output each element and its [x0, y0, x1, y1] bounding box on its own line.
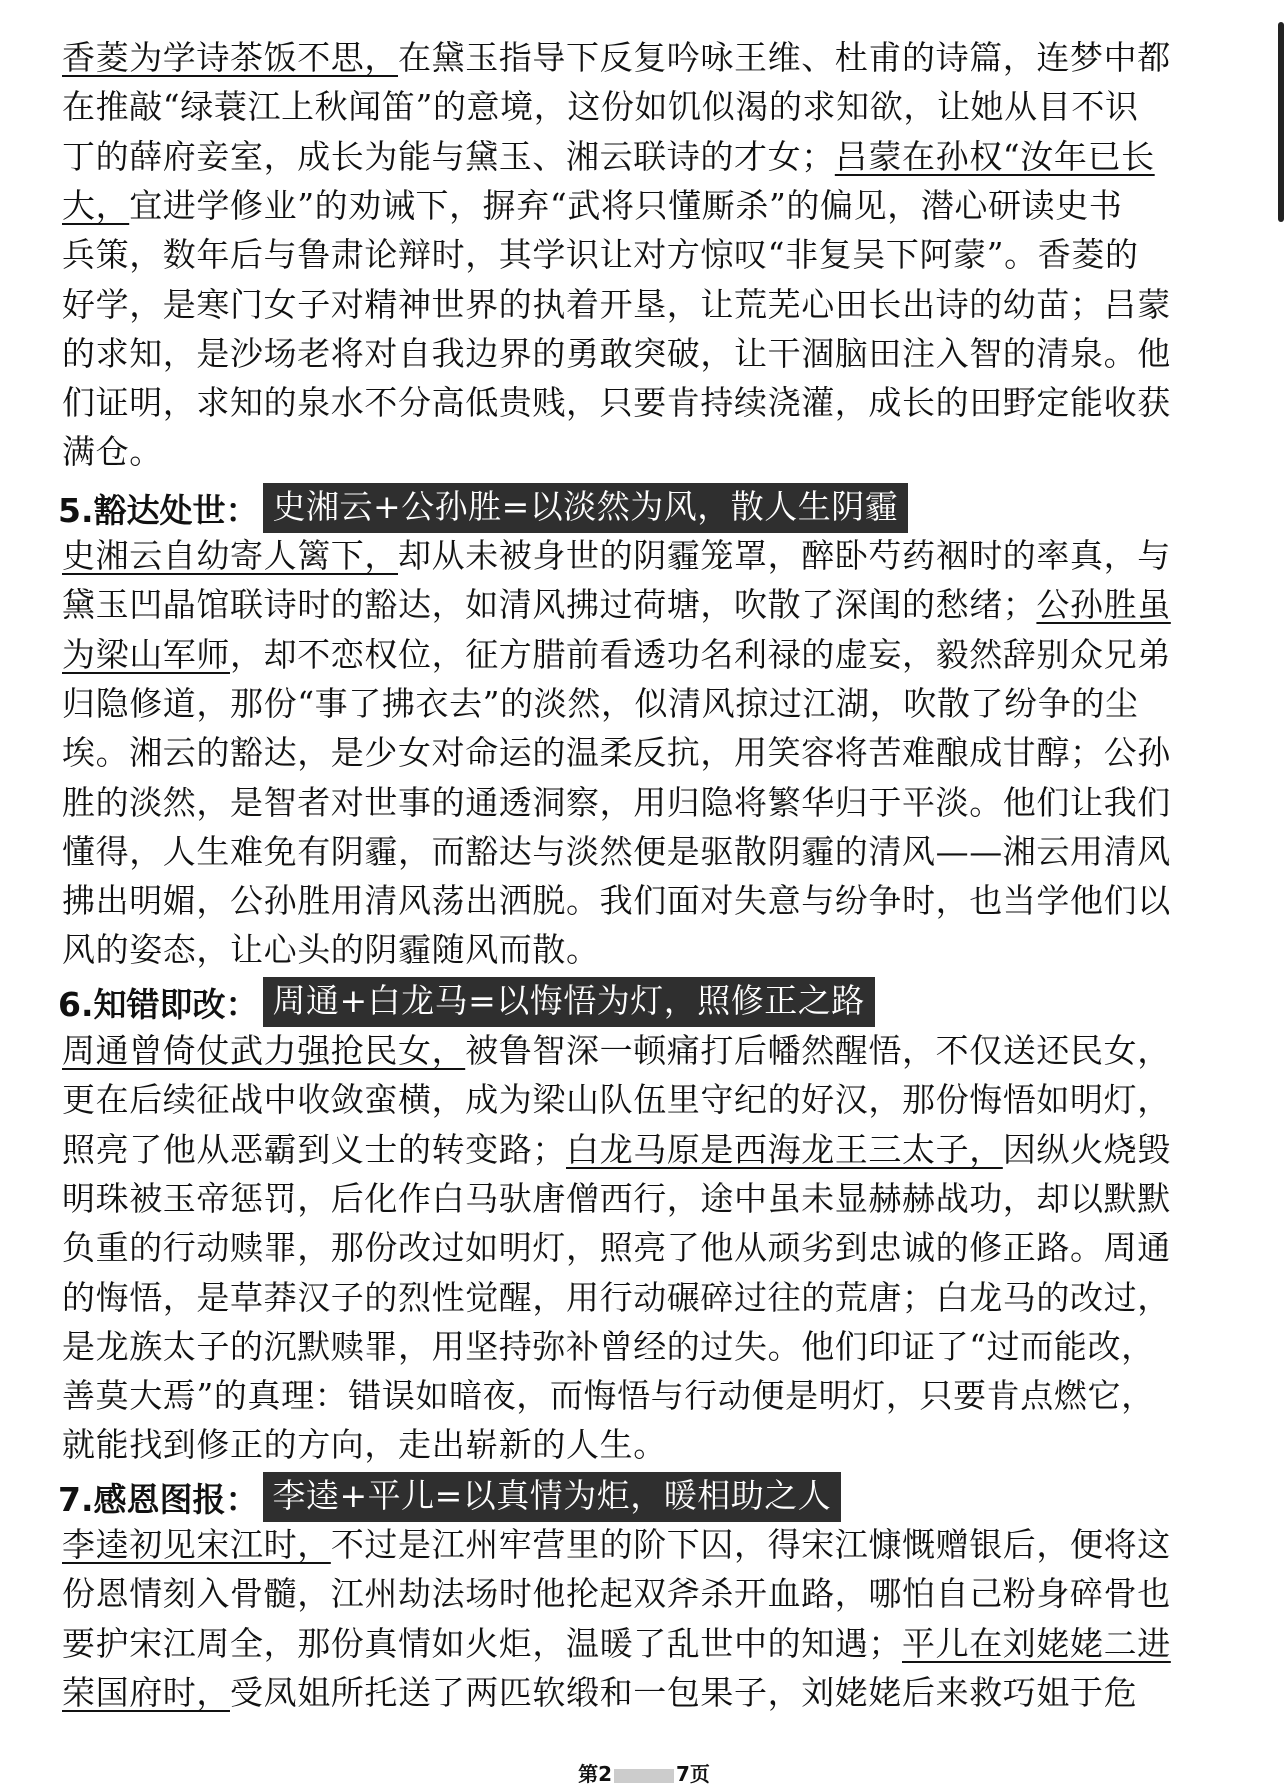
text-line — [62, 378, 1230, 428]
underlined-text: 大， — [62, 185, 130, 225]
text-run: 善莫大焉”的真理：错误如暗夜，而悔悟与行动便是明灯，只要肯点燃它， — [62, 1376, 1155, 1416]
text-line — [62, 728, 1230, 778]
text-line — [62, 580, 1230, 630]
text-line — [62, 230, 1230, 280]
underlined-text: 白龙马原是西海龙王三太子， — [566, 1129, 1003, 1169]
text-run: ，却不恋权位，征方腊前看透功名利禄的虚妄，毅然辞别众兄弟 — [230, 634, 1171, 674]
text-line — [62, 82, 1230, 132]
text-line — [62, 1075, 1230, 1125]
text-run: 不过是江州牢营里的阶下囚，得宋江慷慨赠银后，便将这 — [330, 1525, 1171, 1564]
text-line — [62, 1174, 1230, 1224]
section-number: 5.豁达处世： — [58, 490, 259, 530]
section-title-bar: 周通+白龙马=以悔悟为灯，照修正之路 — [263, 977, 875, 1027]
page-number — [0, 1758, 1288, 1787]
text-line — [62, 280, 1230, 330]
text-run: 在黛玉指导下反复吟咏王维、杜甫的诗篇，连梦中都 — [398, 38, 1171, 77]
underlined-text: 为梁山军师 — [62, 634, 230, 674]
text-run: 宜进学修业”的劝诫下，摒弃“武将只懂厮杀”的偏见，潜心研读史书 — [129, 185, 1123, 225]
text-line — [62, 876, 1230, 926]
underlined-text: 香菱为学诗茶饭不思， — [62, 38, 398, 77]
section-heading-6 — [58, 977, 875, 1027]
text-line — [62, 181, 1230, 231]
page-number-left: 第2 — [578, 1762, 612, 1786]
text-run: 照亮了他从恶霸到义士的转变路； — [62, 1129, 566, 1169]
section-heading-5 — [58, 483, 908, 533]
text-run: 负重的行动赎罪，那份改过如明灯，照亮了他从顽劣到忠诚的修正路。周通 — [62, 1228, 1171, 1268]
text-run: 拂出明媚，公孙胜用清风荡出洒脱。我们面对失意与纷争时，也当学他们以 — [62, 881, 1171, 921]
text-line — [62, 1619, 1230, 1669]
text-line — [62, 33, 1230, 83]
text-line — [62, 1322, 1230, 1372]
text-run: 们证明，求知的泉水不分高低贵贱，只要肯持续浇灌，成长的田野定能收获 — [62, 383, 1171, 423]
text-run: 归隐修道，那份“事了拂衣去”的淡然，似清风掠过江湖，吹散了纷争的尘 — [62, 683, 1139, 723]
section-title-bar: 史湘云+公孙胜=以淡然为风，散人生阴霾 — [263, 483, 909, 533]
text-line — [62, 1520, 1230, 1570]
text-line — [62, 1420, 1230, 1470]
text-line — [62, 1125, 1230, 1175]
text-run: 的悔悟，是草莽汉子的烈性觉醒，用行动碾碎过往的荒唐；白龙马的改过， — [62, 1277, 1171, 1317]
text-line — [62, 1371, 1230, 1421]
underlined-text: 周通曾倚仗武力强抢民女， — [62, 1031, 466, 1070]
text-run: 份恩情刻入骨髓，江州劫法场时他抡起双斧杀开血路，哪怕自己粉身碎骨也 — [62, 1574, 1171, 1614]
text-line — [62, 1223, 1230, 1273]
underlined-text: 吕蒙在孙权“汝年已长 — [834, 136, 1155, 176]
text-line — [62, 427, 1230, 477]
page-number-right: 7页 — [676, 1762, 710, 1786]
redaction-mark — [614, 1769, 674, 1783]
text-line — [62, 1273, 1230, 1323]
underlined-text: 公孙胜虽 — [1036, 585, 1171, 625]
text-line — [62, 827, 1230, 877]
text-run: 因纵火烧毁 — [1002, 1129, 1171, 1169]
text-line — [62, 925, 1230, 975]
text-line — [62, 679, 1230, 729]
underlined-text: 荣国府时， — [62, 1672, 230, 1712]
text-line — [62, 1569, 1230, 1619]
scrollbar[interactable] — [1278, 22, 1284, 222]
section-title-bar: 李逵+平儿=以真情为炬，暖相助之人 — [263, 1472, 842, 1522]
text-run: 埃。湘云的豁达，是少女对命运的温柔反抗，用笑容将苦难酿成甘醇；公孙 — [62, 733, 1171, 773]
text-run: 丁的薛府妾室，成长为能与黛玉、湘云联诗的才女； — [62, 136, 835, 176]
text-run: 就能找到修正的方向，走出崭新的人生。 — [62, 1425, 667, 1465]
text-run: 满仓。 — [62, 432, 163, 472]
text-run: 胜的淡然，是智者对世事的通透洞察，用归隐将繁华归于平淡。他们让我们 — [62, 782, 1171, 822]
text-run: 却从未被身世的阴霾笼罩，醉卧芍药裀时的率真，与 — [398, 536, 1171, 575]
text-line — [62, 531, 1230, 581]
section-number: 6.知错即改： — [58, 984, 259, 1024]
text-run: 好学，是寒门女子对精神世界的执着开垦，让荒芜心田长出诗的幼苗；吕蒙 — [62, 284, 1171, 324]
text-line — [62, 1668, 1230, 1718]
text-run: 要护宋江周全，那份真情如火炬，温暖了乱世中的知遇； — [62, 1623, 902, 1663]
text-run: 兵策，数年后与鲁肃论辩时，其学识让对方惊叹“非复吴下阿蒙”。香菱的 — [62, 235, 1139, 275]
section-heading-7 — [58, 1472, 841, 1522]
underlined-text: 史湘云自幼寄人篱下， — [62, 536, 398, 575]
text-run: 被鲁智深一顿痛打后幡然醒悟，不仅送还民女， — [465, 1031, 1171, 1070]
text-run: 黛玉凹晶馆联诗时的豁达，如清风拂过荷塘，吹散了深闺的愁绪； — [62, 585, 1037, 625]
text-line — [62, 132, 1230, 182]
text-run: 更在后续征战中收敛蛮横，成为梁山队伍里守纪的好汉，那份悔悟如明灯， — [62, 1080, 1171, 1120]
underlined-text: 平儿在刘姥姥二进 — [902, 1623, 1171, 1663]
text-run: 在推敲“绿蓑江上秋闻笛”的意境，这份如饥似渴的求知欲，让她从目不识 — [62, 87, 1139, 127]
text-run: 是龙族太子的沉默赎罪，用坚持弥补曾经的过失。他们印证了“过而能改， — [62, 1326, 1155, 1366]
section-number: 7.感恩图报： — [58, 1479, 259, 1519]
text-line — [62, 329, 1230, 379]
underlined-text: 李逵初见宋江时， — [62, 1525, 331, 1564]
text-line — [62, 778, 1230, 828]
text-run: 明珠被玉帝惩罚，后化作白马驮唐僧西行，途中虽未显赫赫战功，却以默默 — [62, 1178, 1171, 1218]
text-run: 受凤姐所托送了两匹软缎和一包果子，刘姥姥后来救巧姐于危 — [230, 1672, 1138, 1712]
text-run: 懂得，人生难免有阴霾，而豁达与淡然便是驱散阴霾的清风——湘云用清风 — [62, 831, 1171, 871]
text-run: 的求知，是沙场老将对自我边界的勇敢突破，让干涸脑田注入智的清泉。他 — [62, 333, 1171, 373]
text-line — [62, 630, 1230, 680]
text-run: 风的姿态，让心头的阴霾随风而散。 — [62, 930, 600, 970]
text-line — [62, 1026, 1230, 1076]
